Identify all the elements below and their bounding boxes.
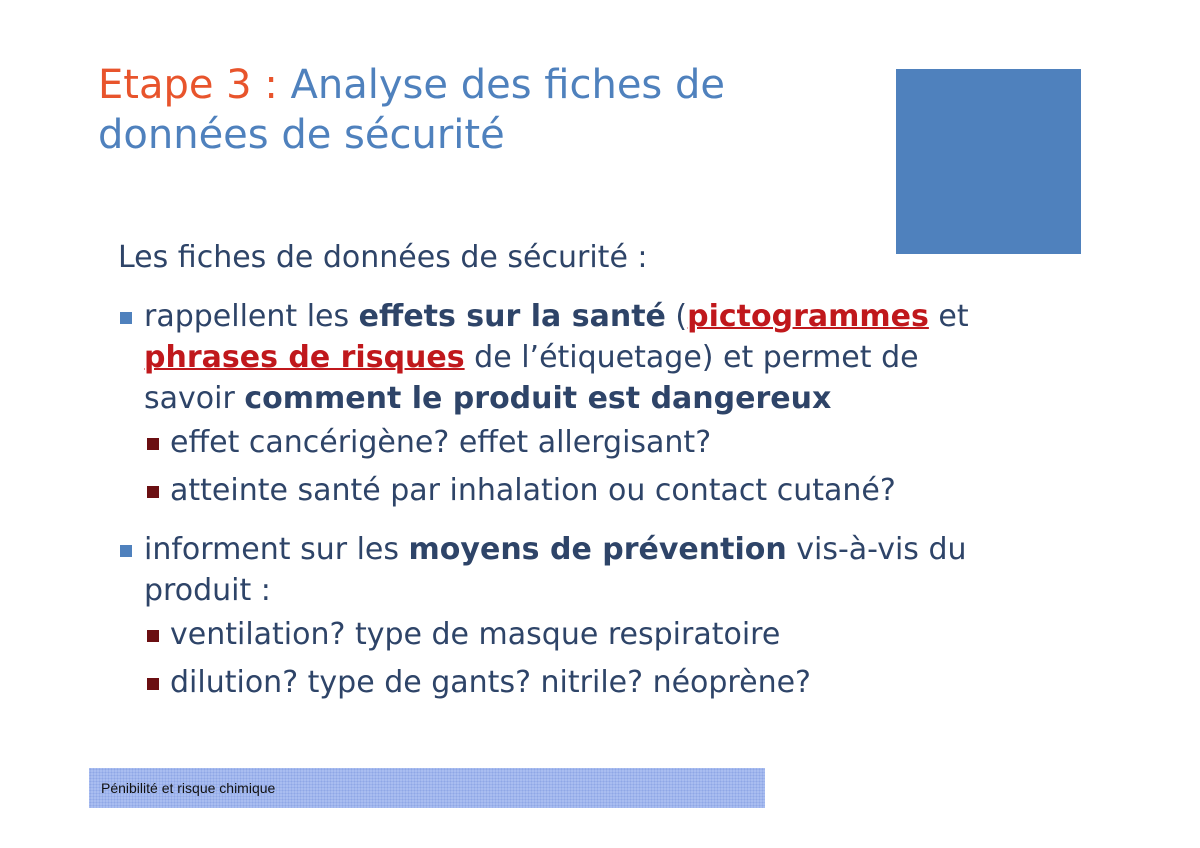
footer-label: Pénibilité et risque chimique [89,768,765,808]
sub-bullet-text: ventilation? type de masque respiratoire [170,617,781,652]
sub-bullet-inhalation [118,467,1018,515]
square-bullet-icon [120,545,132,557]
bullet1-text-pre: rappellent les [144,299,359,334]
intro-text: Les fiches de données de sécurité : [118,240,648,275]
bullet1-text-mid2: et [928,299,969,334]
decorative-blue-square [896,69,1081,254]
title-text: Analyse des fiches de données de sécurité [98,62,725,158]
square-bullet-icon [147,678,159,690]
bullet1-text-mid3: de l’étiquetage) et permet de savoir [144,340,919,416]
bullet-health-effects [118,296,1018,419]
sub-bullet-text: dilution? type de gants? nitrile? néoprène? [170,665,811,700]
bullet1-bold-health: effets sur la santé [358,299,666,334]
slide-title [98,60,858,160]
bullet1-text-mid1: ( [665,299,688,334]
phrases-de-risques-link[interactable]: phrases de risques [144,340,465,375]
square-bullet-icon [147,486,159,498]
bullet2-text-post: vis-à-vis du produit : [144,532,967,608]
sub-bullet-text: atteinte santé par inhalation ou contact cutané? [170,473,896,508]
pictogrammes-link[interactable]: pictogrammes [687,299,929,334]
bullet2-bold-prevention: moyens de prévention [408,532,787,567]
sub-bullet-carcinogenic [118,419,1018,467]
sub-bullet-dilution [118,659,1018,707]
slide-content [118,238,1018,707]
title-step: Etape 3 : [98,62,278,108]
square-bullet-icon [147,630,159,642]
bullet1-bold-danger: comment le produit est dangereux [244,381,832,416]
square-bullet-icon [120,312,132,324]
bullet-prevention [118,529,1018,611]
bullet2-text-pre: informent sur les [144,532,409,567]
sub-bullet-text: effet cancérigène? effet allergisant? [170,425,712,460]
sub-bullet-ventilation [118,611,1018,659]
square-bullet-icon [147,438,159,450]
